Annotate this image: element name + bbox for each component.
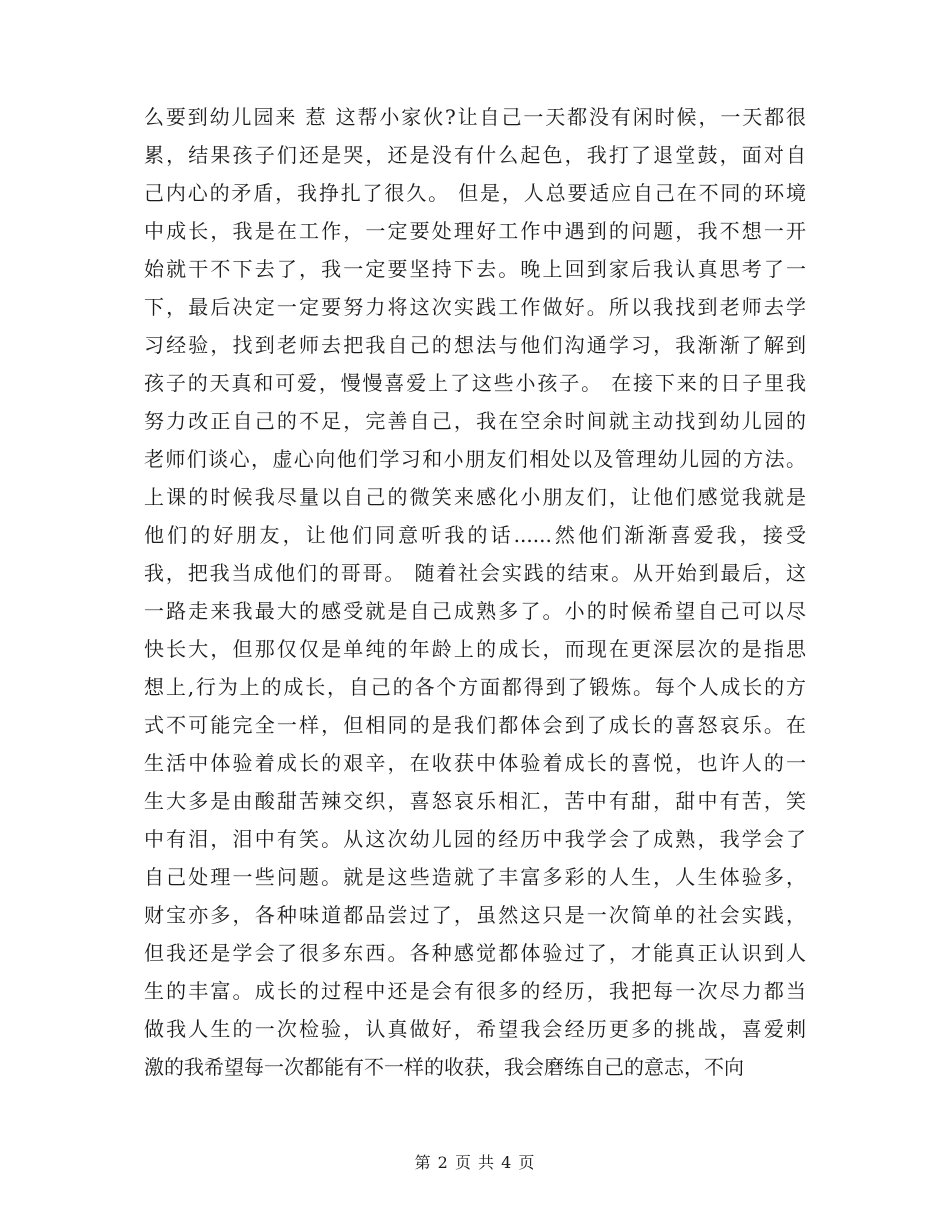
text-line: 但我还是学会了很多东西。各种感觉都体验过了，才能真正认识到人 [144, 941, 806, 965]
text-line: 做我人生的一次检验，认真做好，希望我会经历更多的挑战，喜爱刺 [144, 1017, 806, 1041]
text-line: 快长大，但那仅仅是单纯的年龄上的成长，而现在更深层次的是指思 [144, 637, 806, 661]
text-line: 自己处理一些问题。就是这些造就了丰富多彩的人生，人生体验多， [144, 865, 806, 889]
body-text [144, 98, 806, 1086]
text-line: 下，最后决定一定要努力将这次实践工作做好。所以我找到老师去学 [144, 295, 806, 319]
text-line: 我，把我当成他们的哥哥。 随着社会实践的结束。从开始到最后，这 [144, 561, 806, 585]
text-line: 己内心的矛盾，我挣扎了很久。 但是，人总要适应自己在不同的环境 [144, 181, 806, 205]
text-line: 老师们谈心，虚心向他们学习和小朋友们相处以及管理幼儿园的方法。 [144, 447, 806, 471]
text-line: 上课的时候我尽量以自己的微笑来感化小朋友们，让他们感觉我就是 [144, 485, 806, 509]
text-line: 想上,行为上的成长，自己的各个方面都得到了锻炼。每个人成长的方 [144, 675, 806, 699]
text-line: 努力改正自己的不足，完善自己，我在空余时间就主动找到幼儿园的 [144, 409, 806, 433]
text-line: 生的丰富。成长的过程中还是会有很多的经历，我把每一次尽力都当 [144, 979, 806, 1003]
page-number-footer: 第 2 页 共 4 页 [414, 1153, 536, 1172]
text-line: 一路走来我最大的感受就是自己成熟多了。小的时候希望自己可以尽 [144, 599, 806, 623]
text-line: 始就干不下去了，我一定要坚持下去。晚上回到家后我认真思考了一 [144, 257, 806, 281]
text-line: 生活中体验着成长的艰辛，在收获中体验着成长的喜悦，也许人的一 [144, 751, 806, 775]
text-line: 他们的好朋友，让他们同意听我的话......然他们渐渐喜爱我，接受 [144, 523, 806, 547]
text-line: 中有泪，泪中有笑。从这次幼儿园的经历中我学会了成熟，我学会了 [144, 827, 806, 851]
text-line: 孩子的天真和可爱，慢慢喜爱上了这些小孩子。 在接下来的日子里我 [144, 371, 806, 395]
text-line: 式不可能完全一样，但相同的是我们都体会到了成长的喜怒哀乐。在 [144, 713, 806, 737]
text-line: 生大多是由酸甜苦辣交织，喜怒哀乐相汇，苦中有甜，甜中有苦，笑 [144, 789, 806, 813]
text-line: 财宝亦多，各种味道都品尝过了，虽然这只是一次简单的社会实践， [144, 903, 806, 927]
text-line: 累，结果孩子们还是哭，还是没有什么起色，我打了退堂鼓，面对自 [144, 143, 806, 167]
text-line: 激的我希望每一次都能有不一样的收获，我会磨练自己的意志，不向 [144, 1055, 744, 1079]
text-line: 中成长，我是在工作，一定要处理好工作中遇到的问题，我不想一开 [144, 219, 806, 243]
text-line: 么要到幼儿园来 惹 这帮小家伙?让自己一天都没有闲时候，一天都很 [144, 105, 806, 129]
text-line: 习经验，找到老师去把我自己的想法与他们沟通学习，我渐渐了解到 [144, 333, 806, 357]
